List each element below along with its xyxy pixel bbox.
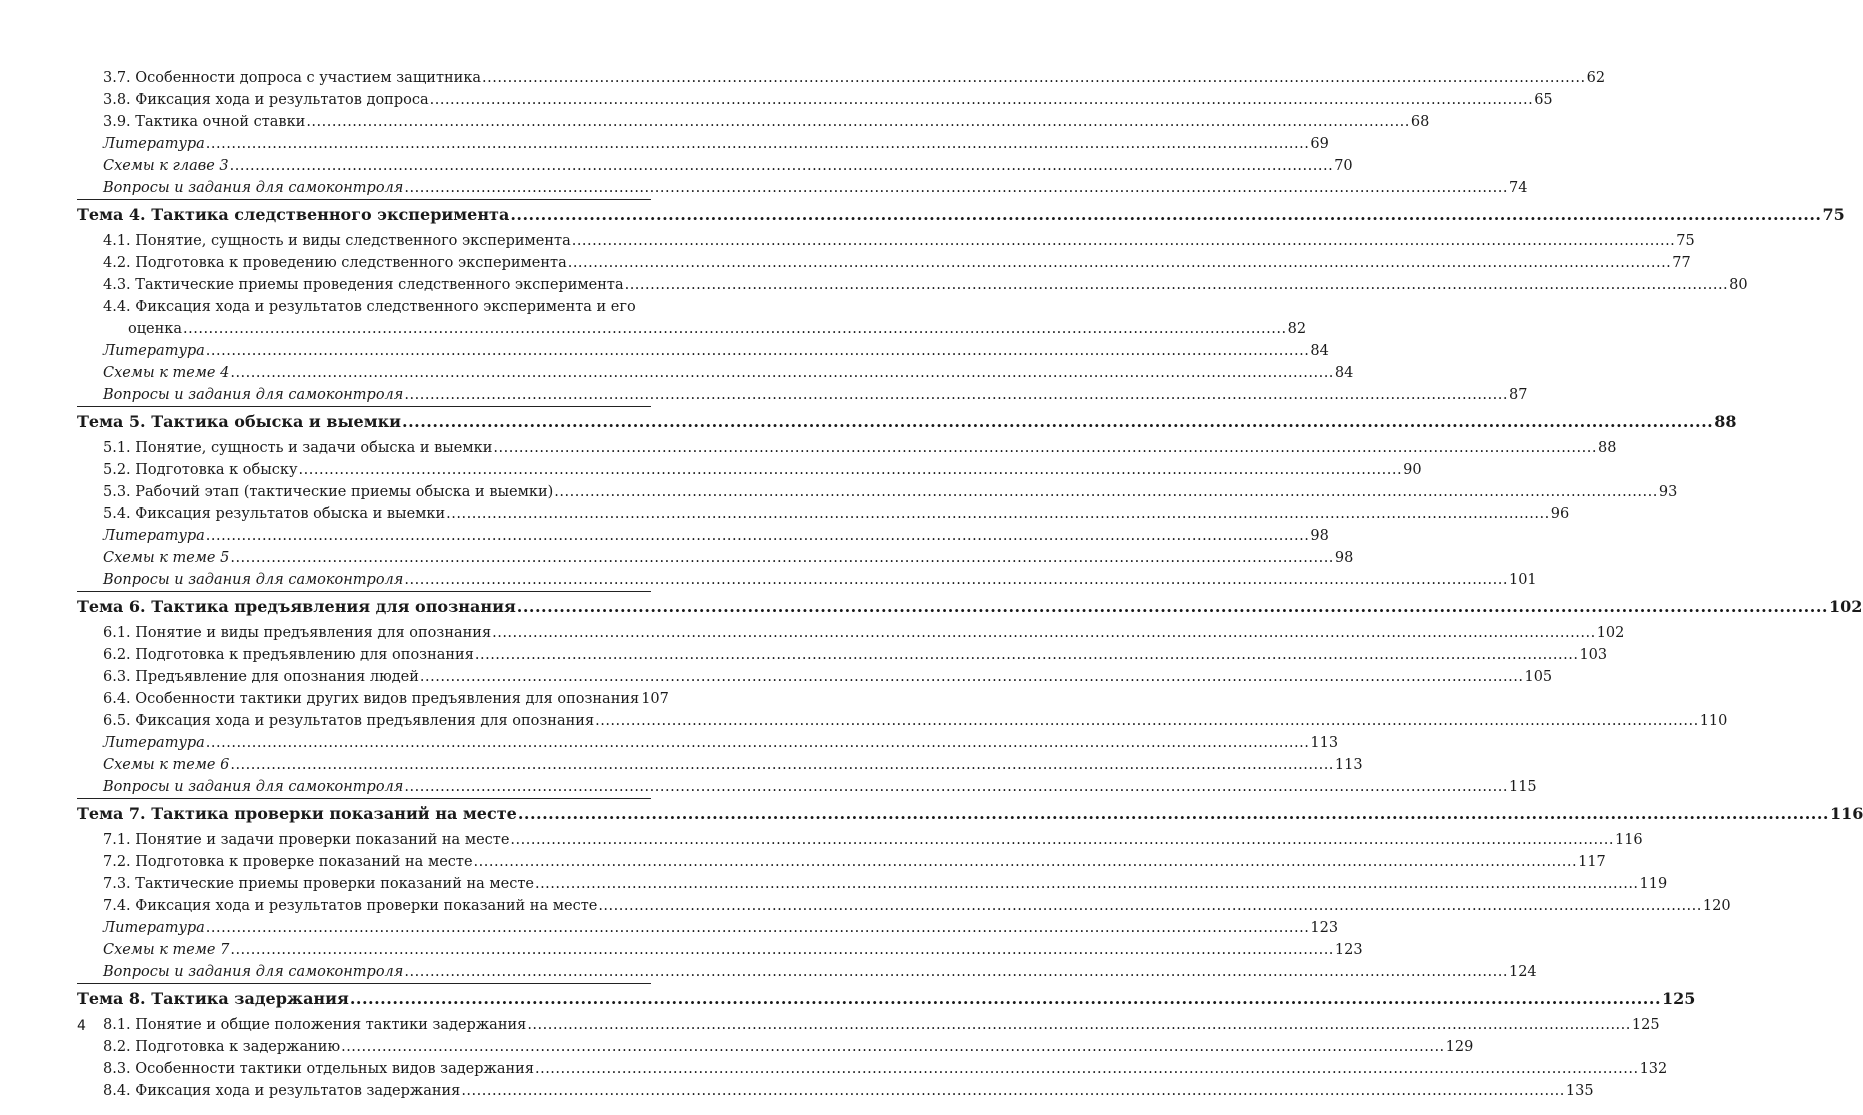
toc-leader-dots — [572, 230, 1676, 252]
toc-entry-label: 8.4. Фиксация хода и результатов задержания — [103, 1083, 461, 1099]
toc-entry-page: 96 — [1550, 506, 1570, 522]
toc-section-entry[interactable] — [103, 622, 1625, 644]
toc-entry-page: 103 — [1579, 647, 1608, 663]
toc-leader-dots — [568, 252, 1672, 274]
toc-leader-dots — [230, 547, 1334, 569]
toc-entry-label: Литература — [103, 735, 205, 751]
toc-entry-page: 124 — [1508, 964, 1537, 980]
toc-leader-dots — [527, 1014, 1631, 1036]
toc-entry-page: 113 — [1310, 735, 1339, 751]
toc-entry-label: Тема 4. Тактика следственного эксперимента — [77, 205, 510, 224]
toc-entry-label: Тема 5. Тактика обыска и выемки — [77, 412, 402, 431]
toc-entry-label: Схемы к теме 4 — [103, 365, 230, 381]
toc-entry-label: Литература — [103, 136, 205, 152]
toc-section-entry[interactable] — [103, 1014, 1660, 1036]
toc-supplement-entry[interactable] — [103, 525, 1329, 547]
toc-entry-label: Литература — [103, 920, 205, 936]
toc-leader-dots — [554, 481, 1658, 503]
toc-leader-dots — [183, 318, 1287, 340]
toc-supplement-entry[interactable] — [103, 732, 1339, 754]
toc-supplement-entry[interactable] — [103, 133, 1329, 155]
toc-entry-page: 116 — [1614, 832, 1643, 848]
toc-leader-dots — [510, 829, 1614, 851]
toc-leader-dots — [404, 776, 1508, 798]
toc-entry-page: 117 — [1578, 854, 1606, 870]
toc-leader-dots — [492, 622, 1596, 644]
toc-section-entry[interactable] — [103, 437, 1617, 459]
toc-entry-label: Схемы к главе 3 — [103, 158, 229, 174]
toc-supplement-entry[interactable] — [103, 939, 1363, 961]
toc-entry-label: 3.7. Особенности допроса с участием защитника — [103, 70, 482, 86]
toc-entry-label: 5.4. Фиксация результатов обыска и выемки — [103, 506, 446, 522]
toc-entry-label: 8.2. Подготовка к задержанию — [103, 1039, 341, 1055]
toc-entry-page: 62 — [1586, 70, 1606, 86]
toc-entry-label: 5.1. Понятие, сущность и задачи обыска и выемки — [103, 440, 493, 456]
toc-supplement-entry[interactable] — [103, 547, 1354, 569]
toc-entry-page: 82 — [1287, 321, 1307, 337]
toc-leader-dots — [535, 873, 1639, 895]
toc-entry-label: 5.2. Подготовка к обыску — [103, 462, 298, 478]
toc-entry-label: 6.3. Предъявление для опознания людей — [103, 669, 419, 685]
toc-leader-dots — [598, 895, 1702, 917]
toc-entry-page: 77 — [1672, 255, 1691, 271]
toc-entry-page: 129 — [1445, 1039, 1474, 1055]
toc-supplement-entry[interactable] — [103, 776, 1537, 798]
toc-entry-page: 90 — [1403, 462, 1422, 478]
toc-supplement-entry[interactable] — [103, 917, 1339, 939]
toc-entry-label: 4.4. Фиксация хода и результатов следственного эксперимента и его — [103, 299, 636, 315]
toc-entry-page: 88 — [1714, 412, 1737, 431]
toc-entry-page: 102 — [1596, 625, 1625, 641]
toc-leader-dots — [206, 917, 1310, 939]
toc-entry-label: 7.3. Тактические приемы проверки показаний на месте — [103, 876, 534, 892]
toc-supplement-entry[interactable] — [103, 961, 1537, 983]
toc-supplement-entry[interactable] — [103, 362, 1354, 384]
toc-leader-dots — [404, 177, 1508, 199]
toc-entry-page: 98 — [1334, 550, 1354, 566]
toc-entry-page: 68 — [1410, 114, 1430, 130]
toc-entry-page: 119 — [1639, 876, 1668, 892]
toc-leader-dots — [510, 199, 1821, 230]
toc-topic-entry[interactable] — [77, 406, 1737, 437]
toc-entry-label: 7.4. Фиксация хода и результатов проверки показаний на месте — [103, 898, 598, 914]
toc-entry-label: 8.1. Понятие и общие положения тактики задержания — [103, 1017, 527, 1033]
toc-leader-dots — [341, 1036, 1445, 1058]
toc-leader-dots — [420, 666, 1524, 688]
toc-section-entry[interactable] — [103, 710, 1728, 732]
toc-section-entry[interactable] — [103, 1080, 1594, 1102]
toc-supplement-entry[interactable] — [103, 177, 1528, 199]
toc-section-entry[interactable] — [103, 230, 1695, 252]
toc-section-entry[interactable] — [103, 873, 1668, 895]
toc-entry-page: 88 — [1597, 440, 1617, 456]
toc-section-entry[interactable] — [103, 851, 1606, 873]
toc-leader-dots — [475, 644, 1579, 666]
toc-entry-page: 123 — [1334, 942, 1363, 958]
toc-entry-label: Вопросы и задания для самоконтроля — [103, 779, 404, 795]
toc-section-entry[interactable] — [103, 1036, 1474, 1058]
toc-entry-page: 80 — [1729, 277, 1748, 293]
toc-topic-entry[interactable] — [77, 591, 1863, 622]
toc-topic-entry[interactable] — [77, 798, 1863, 829]
toc-entry-page: 132 — [1639, 1061, 1668, 1077]
toc-section-entry[interactable] — [103, 1058, 1668, 1080]
toc-leader-dots — [482, 67, 1586, 89]
toc-leader-dots — [535, 1058, 1639, 1080]
toc-entry-label: 6.5. Фиксация хода и результатов предъявления для опознания — [103, 713, 595, 729]
toc-entry-label: Литература — [103, 343, 205, 359]
toc-leader-dots — [230, 939, 1334, 961]
toc-leader-dots — [518, 798, 1829, 829]
toc-entry-label: Вопросы и задания для самоконтроля — [103, 572, 404, 588]
toc-section-entry[interactable] — [103, 688, 669, 710]
toc-entry-label: 7.2. Подготовка к проверке показаний на месте — [103, 854, 473, 870]
toc-entry-label: 3.8. Фиксация хода и результатов допроса — [103, 92, 429, 108]
toc-entry-label: Схемы к теме 6 — [103, 757, 230, 773]
toc-leader-dots — [461, 1080, 1565, 1102]
toc-supplement-entry[interactable] — [103, 754, 1363, 776]
toc-entry-page: 65 — [1534, 92, 1553, 108]
toc-entry-page: 107 — [641, 691, 669, 707]
toc-entry-label: Вопросы и задания для самоконтроля — [103, 180, 404, 196]
toc-entry-label: 6.2. Подготовка к предъявлению для опознания — [103, 647, 474, 663]
toc-supplement-entry[interactable] — [103, 155, 1353, 177]
toc-entry-label: 7.1. Понятие и задачи проверки показаний на месте — [103, 832, 510, 848]
toc-supplement-entry[interactable] — [103, 384, 1528, 406]
toc-entry-label: 5.3. Рабочий этап (тактические приемы обыска и выемки) — [103, 484, 554, 500]
toc-entry-page: 113 — [1334, 757, 1363, 773]
toc-leader-dots — [404, 384, 1508, 406]
table-of-contents — [0, 67, 1863, 1102]
toc-entry-label: Литература — [103, 528, 205, 544]
toc-section-entry[interactable] — [103, 644, 1608, 666]
toc-entry-label: Схемы к теме 7 — [103, 942, 230, 958]
toc-section-entry[interactable] — [103, 666, 1553, 688]
toc-entry-page: 84 — [1334, 365, 1354, 381]
toc-section-entry[interactable] — [103, 89, 1553, 111]
toc-section-entry[interactable] — [103, 895, 1731, 917]
toc-section-entry[interactable] — [103, 252, 1691, 274]
toc-leader-dots — [206, 340, 1310, 362]
toc-section-entry[interactable] — [103, 503, 1570, 525]
toc-leader-dots — [306, 111, 1410, 133]
toc-entry-page: 110 — [1699, 713, 1728, 729]
toc-leader-dots — [474, 851, 1578, 873]
toc-entry-label: 6.1. Понятие и виды предъявления для опознания — [103, 625, 492, 641]
toc-leader-dots — [517, 591, 1828, 622]
toc-supplement-entry[interactable] — [103, 340, 1329, 362]
toc-entry-page: 75 — [1676, 233, 1695, 249]
toc-entry-page: 87 — [1508, 387, 1528, 403]
toc-entry-label: 3.9. Тактика очной ставки — [103, 114, 306, 130]
toc-entry-label: Вопросы и задания для самоконтроля — [103, 387, 404, 403]
toc-entry-label: 4.3. Тактические приемы проведения следственного эксперимента — [103, 277, 624, 293]
toc-section-entry[interactable] — [103, 459, 1422, 481]
toc-leader-dots — [595, 710, 1699, 732]
toc-leader-dots — [206, 133, 1310, 155]
toc-leader-dots — [350, 983, 1661, 1014]
toc-entry-page: 123 — [1310, 920, 1339, 936]
toc-leader-dots — [230, 754, 1334, 776]
toc-section-entry[interactable] — [103, 481, 1678, 503]
toc-entry-page: 115 — [1508, 779, 1537, 795]
toc-leader-dots — [230, 362, 1334, 384]
toc-topic-entry[interactable] — [77, 983, 1696, 1014]
toc-leader-dots — [299, 459, 1403, 481]
toc-entry-label: Тема 8. Тактика задержания — [77, 989, 349, 1008]
toc-entry-page: 93 — [1658, 484, 1678, 500]
toc-leader-dots — [230, 155, 1334, 177]
toc-leader-dots — [625, 274, 1729, 296]
toc-entry-page: 101 — [1508, 572, 1537, 588]
toc-leader-dots — [404, 569, 1508, 591]
toc-leader-dots — [404, 961, 1508, 983]
toc-entry-label: 4.1. Понятие, сущность и виды следственного эксперимента — [103, 233, 571, 249]
toc-leader-dots — [402, 406, 1713, 437]
toc-section-entry[interactable] — [103, 67, 1606, 89]
toc-entry-page: 69 — [1310, 136, 1329, 152]
toc-section-entry[interactable] — [103, 296, 1307, 340]
toc-leader-dots — [493, 437, 1597, 459]
toc-entry-page: 75 — [1822, 205, 1845, 224]
toc-entry-page: 125 — [1631, 1017, 1660, 1033]
toc-entry-page: 70 — [1334, 158, 1353, 174]
toc-entry-label: Вопросы и задания для самоконтроля — [103, 964, 404, 980]
toc-entry-page: 116 — [1830, 804, 1863, 823]
toc-entry-page: 74 — [1508, 180, 1528, 196]
toc-entry-label: Тема 6. Тактика предъявления для опознания — [77, 597, 516, 616]
toc-entry-page: 84 — [1310, 343, 1329, 359]
toc-entry-label: 6.4. Особенности тактики других видов предъявления для опознания — [103, 691, 640, 707]
toc-entry-page: 102 — [1828, 597, 1863, 616]
toc-entry-continuation — [103, 318, 1307, 340]
toc-section-entry[interactable] — [103, 829, 1643, 851]
toc-leader-dots — [206, 732, 1310, 754]
toc-section-entry[interactable] — [103, 111, 1430, 133]
toc-section-entry[interactable] — [103, 274, 1748, 296]
toc-leader-dots — [206, 525, 1310, 547]
page-number: 4 — [77, 1018, 86, 1034]
toc-leader-dots — [430, 89, 1534, 111]
toc-entry-label: 8.3. Особенности тактики отдельных видов задержания — [103, 1061, 534, 1077]
toc-entry-label: 4.2. Подготовка к проведению следственного эксперимента — [103, 255, 567, 271]
toc-leader-dots — [446, 503, 1550, 525]
toc-supplement-entry[interactable] — [103, 569, 1537, 591]
toc-entry-page: 135 — [1565, 1083, 1594, 1099]
toc-entry-page: 120 — [1702, 898, 1731, 914]
toc-entry-page: 98 — [1310, 528, 1329, 544]
toc-entry-label-continued: оценка — [128, 321, 183, 337]
toc-entry-page: 125 — [1662, 989, 1696, 1008]
toc-entry-label: Схемы к теме 5 — [103, 550, 230, 566]
toc-entry-page: 105 — [1524, 669, 1553, 685]
toc-topic-entry[interactable] — [77, 199, 1845, 230]
toc-entry-label: Тема 7. Тактика проверки показаний на месте — [77, 804, 517, 823]
